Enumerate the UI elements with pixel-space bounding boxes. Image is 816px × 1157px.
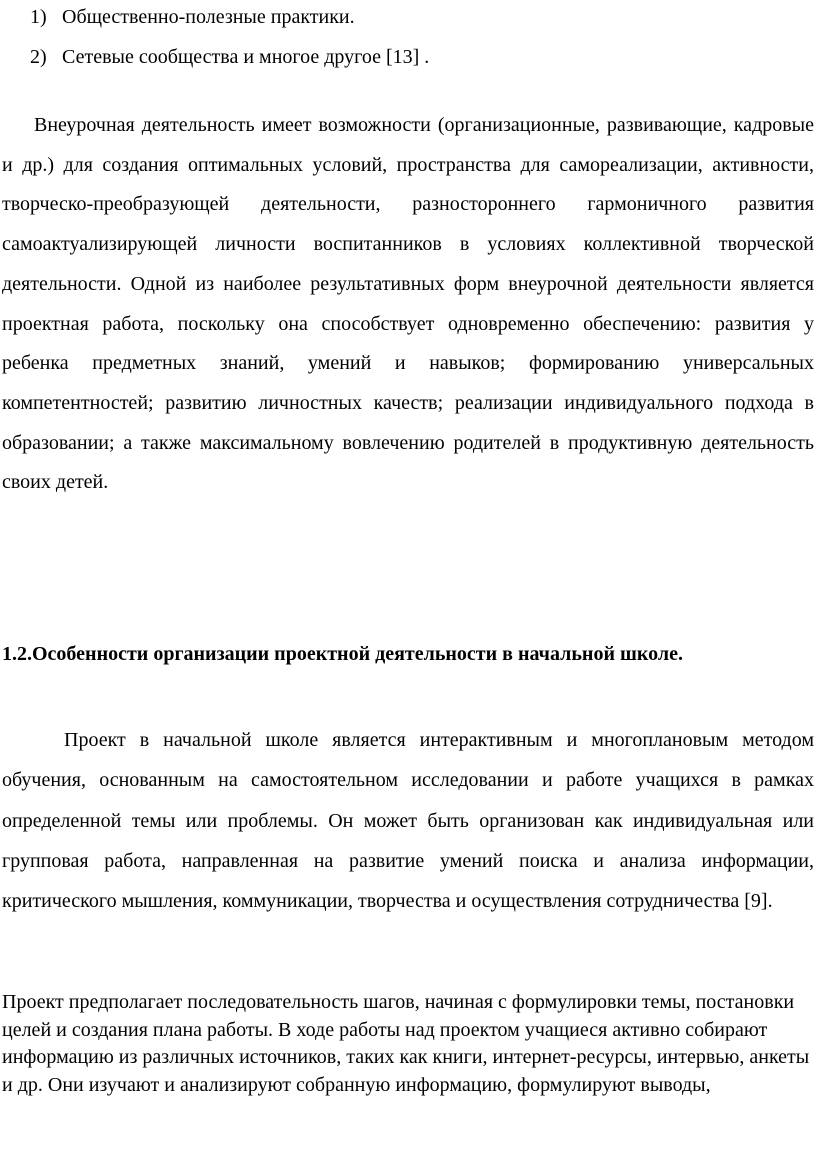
paragraph-project-definition: Проект в начальной школе является интерактивным и многоплановым методом обучения, основанным на самостоятельном исследовании и работе учащихся в рамках определенной темы или проблемы. Он может быть организован как индивидуальная или групповая работа, направленная на развитие умений поиска и анализа информации, критического мышления, коммуникации, творчества и осуществления сотрудничества [9]. bbox=[2, 729, 814, 913]
list-item bbox=[0, 37, 816, 77]
numbered-list bbox=[0, 0, 816, 77]
list-item-number: 1) bbox=[30, 6, 47, 28]
paragraph-extracurricular: Внеурочная деятельность имеет возможности (организационные, развивающие, кадровые и др.) для создания оптимальных условий, пространства для самореализации, активности, творческо-преобразующей деятельности, разностороннего гармоничного развития самоактуализирующей личности воспитанников в условиях коллективной творческой деятельности. Одной из наиболее результативных форм внеурочной деятельности является проектная работа, поскольку она способствует одновременно обеспечению: развития у ребенка предметных знаний, умений и навыков; формированию универсальных компетентностей; развитию личностных качеств; реализации индивидуального подхода в образовании; а также максимальному вовлечению родителей в продуктивную деятельность своих детей. bbox=[2, 114, 814, 494]
section-heading: 1.2.Особенности организации проектной деятельности в начальной школе. bbox=[2, 643, 683, 665]
list-item-text: Общественно-полезные практики. bbox=[62, 6, 355, 28]
list-item-number: 2) bbox=[30, 46, 47, 68]
list-item bbox=[0, 0, 816, 37]
list-item-text: Сетевые сообщества и многое другое [13] . bbox=[62, 46, 430, 68]
paragraph-project-steps: Проект предполагает последовательность шагов, начиная с формулировки темы, постановки целей и создания плана работы. В ходе работы над проектом учащиеся активно собирают информацию из различных источников, таких как книги, интернет-ресурсы, интервью, анкеты и др. Они изучают и анализируют собранную информацию, формулируют выводы, bbox=[2, 991, 810, 1096]
